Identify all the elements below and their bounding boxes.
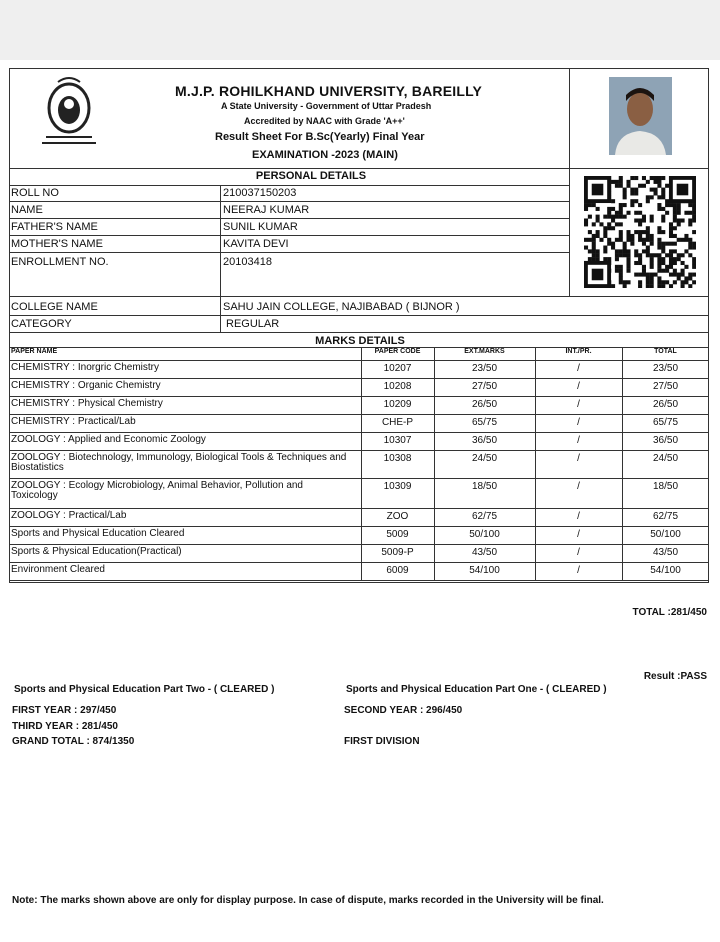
paper-code: 5009 bbox=[386, 529, 409, 540]
total-marks-cell: 50/100 bbox=[650, 529, 681, 540]
divider bbox=[9, 396, 709, 397]
sports-part-one: Sports and Physical Education Part One - ( CLEARED ) bbox=[346, 684, 607, 695]
divider bbox=[622, 347, 623, 580]
name-value: NEERAJ KUMAR bbox=[223, 204, 310, 216]
mother-name-value: KAVITA DEVI bbox=[223, 238, 289, 250]
int-marks: / bbox=[577, 381, 580, 392]
paper-code: CHE-P bbox=[381, 417, 414, 428]
enrollment-no-label: ENROLLMENT NO. bbox=[11, 256, 109, 268]
enrollment-no-value: 20103418 bbox=[223, 256, 272, 268]
int-marks: / bbox=[577, 417, 580, 428]
university-logo-icon bbox=[38, 74, 100, 154]
paper-name: Environment Cleared bbox=[11, 564, 105, 575]
paper-code: ZOO bbox=[386, 511, 409, 522]
paper-name: ZOOLOGY : Practical/Lab bbox=[11, 510, 127, 521]
int-marks: / bbox=[577, 435, 580, 446]
total-marks-cell: 24/50 bbox=[652, 453, 679, 464]
total-marks-cell: 23/50 bbox=[652, 363, 679, 374]
disclaimer-note: Note: The marks shown above are only for display purpose. In case of dispute, marks recorded in the University will be final. bbox=[12, 895, 604, 906]
header-line-3: Result Sheet For B.Sc(Yearly) Final Year bbox=[215, 131, 425, 143]
divider bbox=[361, 347, 362, 580]
third-year-marks: THIRD YEAR : 281/450 bbox=[12, 721, 118, 732]
divider bbox=[9, 315, 709, 316]
divider bbox=[569, 68, 570, 296]
divider bbox=[9, 360, 709, 361]
total-marks-cell: 26/50 bbox=[652, 399, 679, 410]
divider bbox=[9, 544, 709, 545]
college-name-value: SAHU JAIN COLLEGE, NAJIBABAD ( BIJNOR ) bbox=[223, 301, 460, 313]
divider bbox=[434, 347, 435, 580]
divider bbox=[9, 450, 709, 451]
divider bbox=[9, 562, 709, 563]
second-year-marks: SECOND YEAR : 296/450 bbox=[344, 705, 463, 716]
column-header: PAPER CODE bbox=[374, 348, 421, 355]
result-sheet bbox=[9, 68, 709, 583]
divider bbox=[9, 252, 570, 253]
paper-code: 10308 bbox=[383, 453, 412, 464]
ext-marks: 36/50 bbox=[471, 435, 498, 446]
int-marks: / bbox=[577, 481, 580, 492]
column-header: TOTAL bbox=[654, 348, 677, 355]
header-line-2: Accredited by NAAC with Grade 'A++' bbox=[244, 116, 405, 126]
int-marks: / bbox=[577, 399, 580, 410]
int-marks: / bbox=[577, 565, 580, 576]
ext-marks: 65/75 bbox=[471, 417, 498, 428]
divider bbox=[9, 296, 709, 297]
total-marks-cell: 18/50 bbox=[652, 481, 679, 492]
column-header-paper-name: PAPER NAME bbox=[11, 348, 58, 355]
divider bbox=[9, 168, 709, 169]
sports-part-two: Sports and Physical Education Part Two - ( CLEARED ) bbox=[14, 684, 275, 695]
roll-no-label: ROLL NO bbox=[11, 187, 59, 199]
paper-code: 10307 bbox=[383, 435, 412, 446]
paper-name: CHEMISTRY : Physical Chemistry bbox=[11, 398, 163, 409]
total-marks: TOTAL :281/450 bbox=[632, 607, 707, 618]
divider bbox=[9, 332, 709, 333]
father-name-label: FATHER'S NAME bbox=[11, 221, 98, 233]
ext-marks: 62/75 bbox=[471, 511, 498, 522]
divider bbox=[9, 580, 709, 581]
divider bbox=[9, 432, 709, 433]
int-marks: / bbox=[577, 453, 580, 464]
result-status: Result :PASS bbox=[643, 671, 707, 682]
int-marks: / bbox=[577, 529, 580, 540]
ext-marks: 50/100 bbox=[469, 529, 500, 540]
divider bbox=[9, 378, 709, 379]
int-marks: / bbox=[577, 363, 580, 374]
paper-name: ZOOLOGY : Ecology Microbiology, Animal Behavior, Pollution and Toxicology bbox=[11, 480, 303, 501]
total-marks-cell: 62/75 bbox=[652, 511, 679, 522]
divider bbox=[9, 526, 709, 527]
paper-code: 10208 bbox=[383, 381, 412, 392]
divider bbox=[9, 201, 570, 202]
total-marks-cell: 43/50 bbox=[652, 547, 679, 558]
header-line-4: EXAMINATION -2023 (MAIN) bbox=[252, 149, 398, 161]
name-label: NAME bbox=[11, 204, 43, 216]
marks-details-title: MARKS DETAILS bbox=[315, 335, 405, 347]
paper-name: CHEMISTRY : Organic Chemistry bbox=[11, 380, 161, 391]
paper-name: CHEMISTRY : Practical/Lab bbox=[11, 416, 136, 427]
category-label: CATEGORY bbox=[11, 318, 72, 330]
header-line-1: A State University - Government of Uttar Pradesh bbox=[221, 101, 432, 111]
total-marks-cell: 54/100 bbox=[650, 565, 681, 576]
ext-marks: 43/50 bbox=[471, 547, 498, 558]
personal-details-title: PERSONAL DETAILS bbox=[255, 170, 367, 182]
paper-name: ZOOLOGY : Applied and Economic Zoology bbox=[11, 434, 206, 445]
column-header: INT./PR. bbox=[565, 348, 592, 355]
divider bbox=[9, 414, 709, 415]
university-name: M.J.P. ROHILKHAND UNIVERSITY, BAREILLY bbox=[175, 83, 483, 99]
divider bbox=[9, 508, 709, 509]
divider bbox=[9, 478, 709, 479]
total-marks-cell: 27/50 bbox=[652, 381, 679, 392]
roll-no-value: 210037150203 bbox=[223, 187, 297, 199]
divider bbox=[9, 185, 570, 186]
int-marks: / bbox=[577, 511, 580, 522]
first-year-marks: FIRST YEAR : 297/450 bbox=[12, 705, 117, 716]
paper-name: CHEMISTRY : Inorgric Chemistry bbox=[11, 362, 159, 373]
ext-marks: 27/50 bbox=[471, 381, 498, 392]
divider bbox=[9, 218, 570, 219]
college-name-label: COLLEGE NAME bbox=[11, 301, 98, 313]
paper-name: Sports and Physical Education Cleared bbox=[11, 528, 185, 539]
divider bbox=[535, 347, 536, 580]
qr-code-icon bbox=[584, 176, 696, 288]
ext-marks: 54/100 bbox=[469, 565, 500, 576]
category-value: REGULAR bbox=[226, 318, 280, 330]
total-marks-cell: 36/50 bbox=[652, 435, 679, 446]
grand-total: GRAND TOTAL : 874/1350 bbox=[12, 736, 135, 747]
int-marks: / bbox=[577, 547, 580, 558]
ext-marks: 23/50 bbox=[471, 363, 498, 374]
total-marks-cell: 65/75 bbox=[652, 417, 679, 428]
divider bbox=[9, 235, 570, 236]
paper-code: 10207 bbox=[383, 363, 412, 374]
paper-code: 10209 bbox=[383, 399, 412, 410]
mother-name-label: MOTHER'S NAME bbox=[11, 238, 103, 250]
ext-marks: 24/50 bbox=[471, 453, 498, 464]
column-header: EXT.MARKS bbox=[464, 348, 505, 355]
division: FIRST DIVISION bbox=[344, 736, 420, 747]
paper-code: 6009 bbox=[386, 565, 409, 576]
paper-name: ZOOLOGY : Biotechnology, Immunology, Biological Tools & Techniques and Biostatistics bbox=[11, 452, 347, 473]
paper-name: Sports & Physical Education(Practical) bbox=[11, 546, 182, 557]
student-photo bbox=[609, 77, 672, 155]
paper-code: 5009-P bbox=[381, 547, 414, 558]
ext-marks: 26/50 bbox=[471, 399, 498, 410]
top-band bbox=[0, 0, 720, 60]
divider bbox=[220, 185, 221, 332]
father-name-value: SUNIL KUMAR bbox=[223, 221, 298, 233]
paper-code: 10309 bbox=[383, 481, 412, 492]
ext-marks: 18/50 bbox=[471, 481, 498, 492]
